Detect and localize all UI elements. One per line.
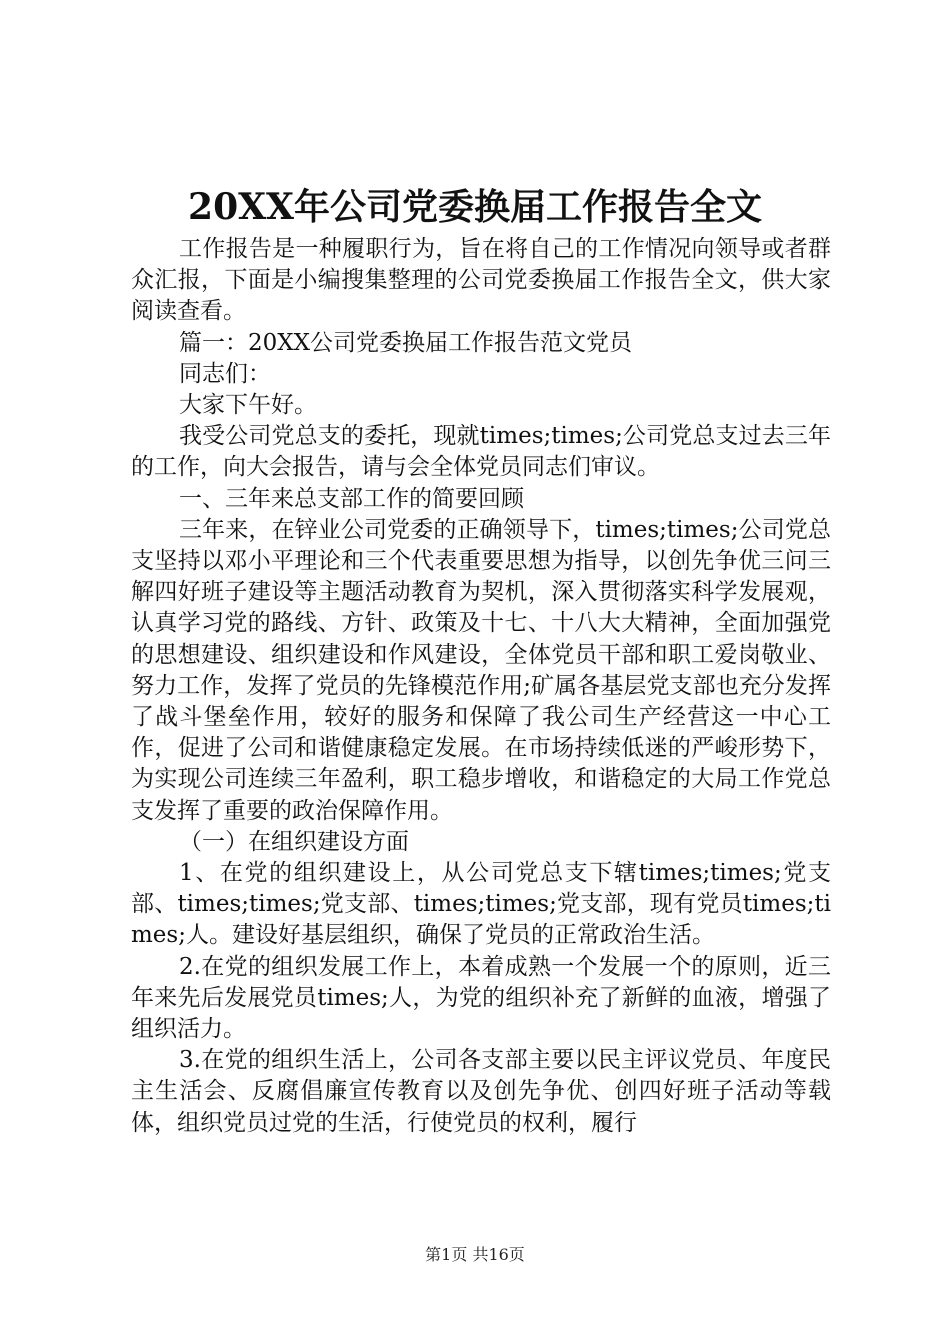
organization-item-1: 1、在党的组织建设上，从公司党总支下辖times;times;党支部、times;times;党支部、times;times;党支部，现有党员times;times;人。建设好基层组织，确保了党员的正常政治生活。 (131, 860, 831, 949)
review-paragraph: 三年来，在锌业公司党委的正确领导下，times;times;公司党总支坚持以邓小平理论和三个代表重要思想为指导，以创先争优三问三解四好班子建设等主题活动教育为契机，深入贯彻落实科学发展观，认真学习党的路线、方针、政策及十七、十八大大精神，全面加强党的思想建设、组织建设和作风建设，全体党员干部和职工爱岗敬业、努力工作，发挥了党员的先锋模范作用;矿属各基层党支部也充分发挥了战斗堡垒作用，较好的服务和保障了我公司生产经营这一中心工作，促进了公司和谐健康稳定发展。在市场持续低迷的严峻形势下，为实现公司连续三年盈利，职工稳步增收，和谐稳定的大局工作党总支发挥了重要的政治保障作用。 (131, 516, 831, 824)
organization-item-2: 2.在党的组织发展工作上，本着成熟一个发展一个的原则，近三年来先后发展党员times;人，为党的组织补充了新鲜的血液，增强了组织活力。 (131, 953, 831, 1043)
document-body (131, 234, 831, 1139)
intro-paragraph: 工作报告是一种履职行为，旨在将自己的工作情况向领导或者群众汇报，下面是小编搜集整理的公司党委换届工作报告全文，供大家阅读查看。 (131, 236, 831, 325)
organization-item-3: 3.在党的组织生活上，公司各支部主要以民主评议党员、年度民主生活会、反腐倡廉宣传教育以及创先争优、创四好班子活动等载体，组织党员过党的生活，行使党员的权利，履行 (131, 1047, 831, 1136)
subsection-heading-organization: （一）在组织建设方面 (179, 828, 409, 855)
document-title: 20XX年公司党委换届工作报告全文 (188, 186, 762, 228)
report-opening-paragraph: 我受公司党总支的委托，现就times;times;公司党总支过去三年的工作，向大会报告，请与会全体党员同志们审议。 (131, 423, 831, 481)
section-heading-review: 一、三年来总支部工作的简要回顾 (179, 485, 524, 512)
greeting: 大家下午好。 (179, 392, 317, 419)
salutation: 同志们： (179, 360, 271, 387)
page-number-footer: 第1页 共16页 (425, 1245, 525, 1264)
section-heading-part-one: 篇一：20XX公司党委换届工作报告范文党员 (179, 329, 633, 356)
